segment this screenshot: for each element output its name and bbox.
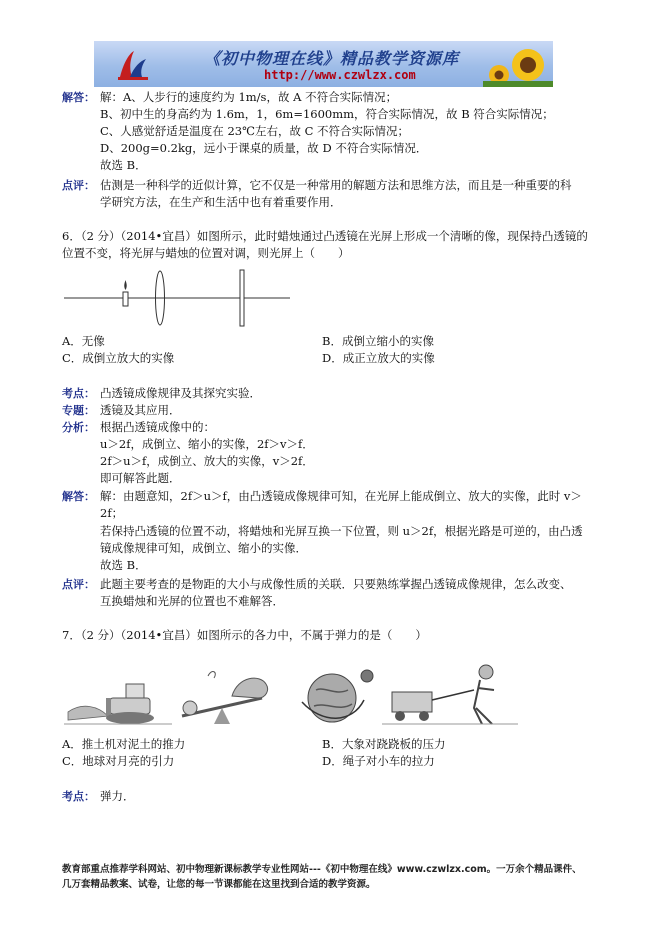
elephant-seesaw-icon [182, 672, 268, 724]
q6-kaodian: 凸透镜成像规律及其探究实验． [100, 386, 261, 400]
q7-option-a: A．推土机对泥土的推力 [62, 737, 186, 751]
q6-option-b: B．成倒立缩小的实像 [322, 334, 434, 348]
bulldozer-icon [64, 684, 172, 724]
q5-answer-line: 故选 B． [100, 158, 147, 172]
q6-option-a: A．无像 [62, 334, 105, 348]
q6-fenxi-line: 即可解答此题． [100, 471, 181, 485]
q5-answer-line: C、人感觉舒适是温度在 23℃左右，故 C 不符合实际情况； [100, 124, 410, 138]
q5-answer-line: B、初中生的身高约为 1.6m，1，6m=1600mm，符合实际情况，故 B 符合实际情况； [100, 107, 554, 121]
earth-moon-icon [302, 670, 373, 722]
footer-line: 教育部重点推荐学科网站、初中物理新课标教学专业性网站---《初中物理在线》www.czwlzx.com。一万余个精品课件、 [62, 864, 582, 875]
banner-url: http://www.czwlzx.com [264, 68, 416, 82]
page-footer [62, 862, 602, 892]
q6-answer-line: 故选 B． [100, 558, 147, 572]
header-banner [94, 41, 553, 87]
footer-line: 几万套精品教案、试卷，让您的每一节课都能在这里找到合适的教学资源。 [62, 879, 376, 890]
q6-stem-line: 6．（2 分）（2014•宜昌）如图所示，此时蜡烛通过凸透镜在光屏上形成一个清晰的像，现保持凸透镜的 [62, 229, 588, 243]
q6-zhuanti: 透镜及其应用． [100, 403, 181, 417]
q7-option-c: C．地球对月亮的引力 [62, 754, 175, 768]
banner-title: 《初中物理在线》精品教学资源库 [204, 49, 460, 68]
q6-fenxi-line: 根据凸透镜成像中的： [100, 420, 215, 434]
q6-answer-line: 镜成像规律可知，成倒立、缩小的实像． [100, 541, 307, 555]
q5-answer-line: D、200g=0.2kg，远小于课桌的质量，故 D 不符合实际情况． [100, 141, 428, 155]
q7-stem: 7．（2 分）（2014•宜昌）如图所示的各力中，不属于弹力的是（ ） [62, 628, 427, 642]
q6-comment-line: 此题主要考查的是物距的大小与成像性质的关联．只要熟练掌握凸透镜成像规律，怎么改变、 [100, 577, 572, 591]
q6-comment-label: 点评： [62, 578, 95, 591]
q5-answer-label: 解答： [62, 91, 95, 104]
q5-comment-line: 估测是一种科学的近似计算，它不仅是一种常用的解题方法和思维方法，而且是一种重要的科 [100, 178, 572, 192]
q5-comment-line: 学研究方法，在生产和生活中也有着重要作用． [100, 195, 342, 209]
q7-option-d: D．绳子对小车的拉力 [322, 754, 435, 768]
q7-kaodian-label: 考点： [62, 790, 95, 803]
q6-option-c: C．成倒立放大的实像 [62, 351, 175, 365]
q7-kaodian: 弹力． [100, 789, 135, 803]
q6-zhuanti-label: 专题： [62, 404, 95, 417]
q6-stem-line: 位置不变，将光屏与蜡烛的位置对调，则光屏上（ ） [62, 246, 350, 260]
q6-answer-label: 解答： [62, 490, 95, 503]
sunflower-icon [483, 41, 553, 87]
rope-cart-icon [382, 665, 518, 724]
q6-answer-line: 解：由题意知，2f＞u＞f，由凸透镜成像规律可知，在光屏上能成倒立、放大的实像，此时 v＞ [100, 489, 582, 503]
q5-comment-label: 点评： [62, 179, 95, 192]
q6-fenxi-label: 分析： [62, 421, 95, 434]
q6-answer-line: 2f； [100, 506, 124, 520]
lens-candle-figure [62, 268, 292, 328]
q6-kaodian-label: 考点： [62, 387, 95, 400]
q5-answer-line: 解：A、人步行的速度约为 1m/s，故 A 不符合实际情况； [100, 90, 398, 104]
site-logo-icon [116, 47, 150, 81]
forces-figure [62, 650, 522, 732]
q6-comment-line: 互换蜡烛和光屏的位置也不难解答． [100, 594, 284, 608]
q6-fenxi-line: u＞2f，成倒立、缩小的实像，2f＞v＞f． [100, 437, 314, 451]
q6-fenxi-line: 2f＞u＞f，成倒立、放大的实像，v＞2f． [100, 454, 314, 468]
q6-answer-line: 若保持凸透镜的位置不动，将蜡烛和光屏互换一下位置，则 u＞2f，根据光路是可逆的，由凸透 [100, 524, 583, 538]
q7-option-b: B．大象对跷跷板的压力 [322, 737, 446, 751]
candle-icon [123, 280, 128, 306]
light-screen-icon [240, 270, 244, 326]
q6-option-d: D．成正立放大的实像 [322, 351, 435, 365]
